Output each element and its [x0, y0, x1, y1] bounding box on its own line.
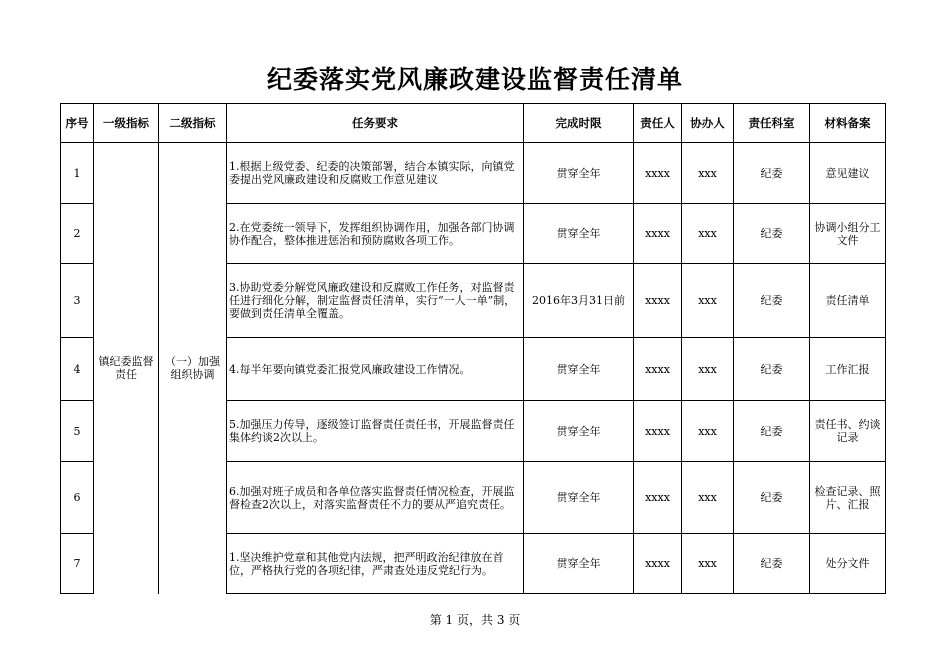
header-no: 序号: [61, 104, 94, 143]
row-record: 意见建议: [810, 143, 886, 204]
row-deadline: 贯穿全年: [524, 534, 634, 594]
row-dept: 纪委: [734, 264, 810, 338]
row-task: 3.协助党委分解党风廉政建设和反腐败工作任务，对监督责任进行细化分解，制定监督责任清单，实行“一人一单”制，要做到责任清单全覆盖。: [227, 264, 524, 338]
header-record: 材料备案: [810, 104, 886, 143]
row-owner: xxxx: [634, 534, 682, 594]
responsibility-table: [60, 103, 886, 594]
level1-cell: 镇纪委监督责任: [94, 143, 159, 594]
row-record: 责任清单: [810, 264, 886, 338]
row-deadline: 贯穿全年: [524, 462, 634, 534]
header-level2: 二级指标: [159, 104, 227, 143]
row-owner: xxxx: [634, 338, 682, 401]
row-task: 2.在党委统一领导下，发挥组织协调作用，加强各部门协调协作配合，整体推进惩治和预防腐败各项工作。: [227, 204, 524, 264]
row-owner: xxxx: [634, 264, 682, 338]
row-deadline: 贯穿全年: [524, 401, 634, 462]
header-level1: 一级指标: [94, 104, 159, 143]
row-record: 处分文件: [810, 534, 886, 594]
row-assist: xxx: [682, 143, 734, 204]
row-owner: xxxx: [634, 401, 682, 462]
page-footer: 第 1 页，共 3 页: [429, 613, 521, 627]
row-no: 3: [61, 264, 94, 338]
row-owner: xxxx: [634, 143, 682, 204]
table-row: [61, 143, 886, 204]
header-task: 任务要求: [227, 104, 524, 143]
level2-cell: （一）加强组织协调: [159, 143, 227, 594]
row-assist: xxx: [682, 338, 734, 401]
header-dept: 责任科室: [734, 104, 810, 143]
header-row: [61, 104, 886, 143]
row-deadline: 贯穿全年: [524, 204, 634, 264]
row-record: 检查记录、照片、汇报: [810, 462, 886, 534]
row-no: 7: [61, 534, 94, 594]
row-record: 工作汇报: [810, 338, 886, 401]
row-dept: 纪委: [734, 462, 810, 534]
row-task: 6.加强对班子成员和各单位落实监督责任情况检查，开展监督检查2次以上，对落实监督责任不力的要从严追究责任。: [227, 462, 524, 534]
row-no: 4: [61, 338, 94, 401]
row-no: 6: [61, 462, 94, 534]
row-assist: xxx: [682, 204, 734, 264]
row-assist: xxx: [682, 264, 734, 338]
header-deadline: 完成时限: [524, 104, 634, 143]
row-deadline: 2016年3月31日前: [524, 264, 634, 338]
row-task: 1.根据上级党委、纪委的决策部署，结合本镇实际，向镇党委提出党风廉政建设和反腐败工作意见建议: [227, 143, 524, 204]
row-no: 2: [61, 204, 94, 264]
row-assist: xxx: [682, 534, 734, 594]
row-record: 责任书、约谈记录: [810, 401, 886, 462]
row-assist: xxx: [682, 401, 734, 462]
header-assist: 协办人: [682, 104, 734, 143]
row-deadline: 贯穿全年: [524, 143, 634, 204]
row-dept: 纪委: [734, 338, 810, 401]
row-no: 5: [61, 401, 94, 462]
row-owner: xxxx: [634, 462, 682, 534]
header-owner: 责任人: [634, 104, 682, 143]
row-task: 4.每半年要向镇党委汇报党风廉政建设工作情况。: [227, 338, 524, 401]
row-dept: 纪委: [734, 143, 810, 204]
document-title: 纪委落实党风廉政建设监督责任清单: [266, 65, 683, 94]
row-deadline: 贯穿全年: [524, 338, 634, 401]
row-record: 协调小组分工文件: [810, 204, 886, 264]
row-no: 1: [61, 143, 94, 204]
row-assist: xxx: [682, 462, 734, 534]
row-dept: 纪委: [734, 204, 810, 264]
row-dept: 纪委: [734, 401, 810, 462]
row-task: 1.坚决维护党章和其他党内法规，把严明政治纪律放在首位，严格执行党的各项纪律，严肃查处违反党纪行为。: [227, 534, 524, 594]
row-owner: xxxx: [634, 204, 682, 264]
row-dept: 纪委: [734, 534, 810, 594]
row-task: 5.加强压力传导，逐级签订监督责任责任书，开展监督责任集体约谈2次以上。: [227, 401, 524, 462]
